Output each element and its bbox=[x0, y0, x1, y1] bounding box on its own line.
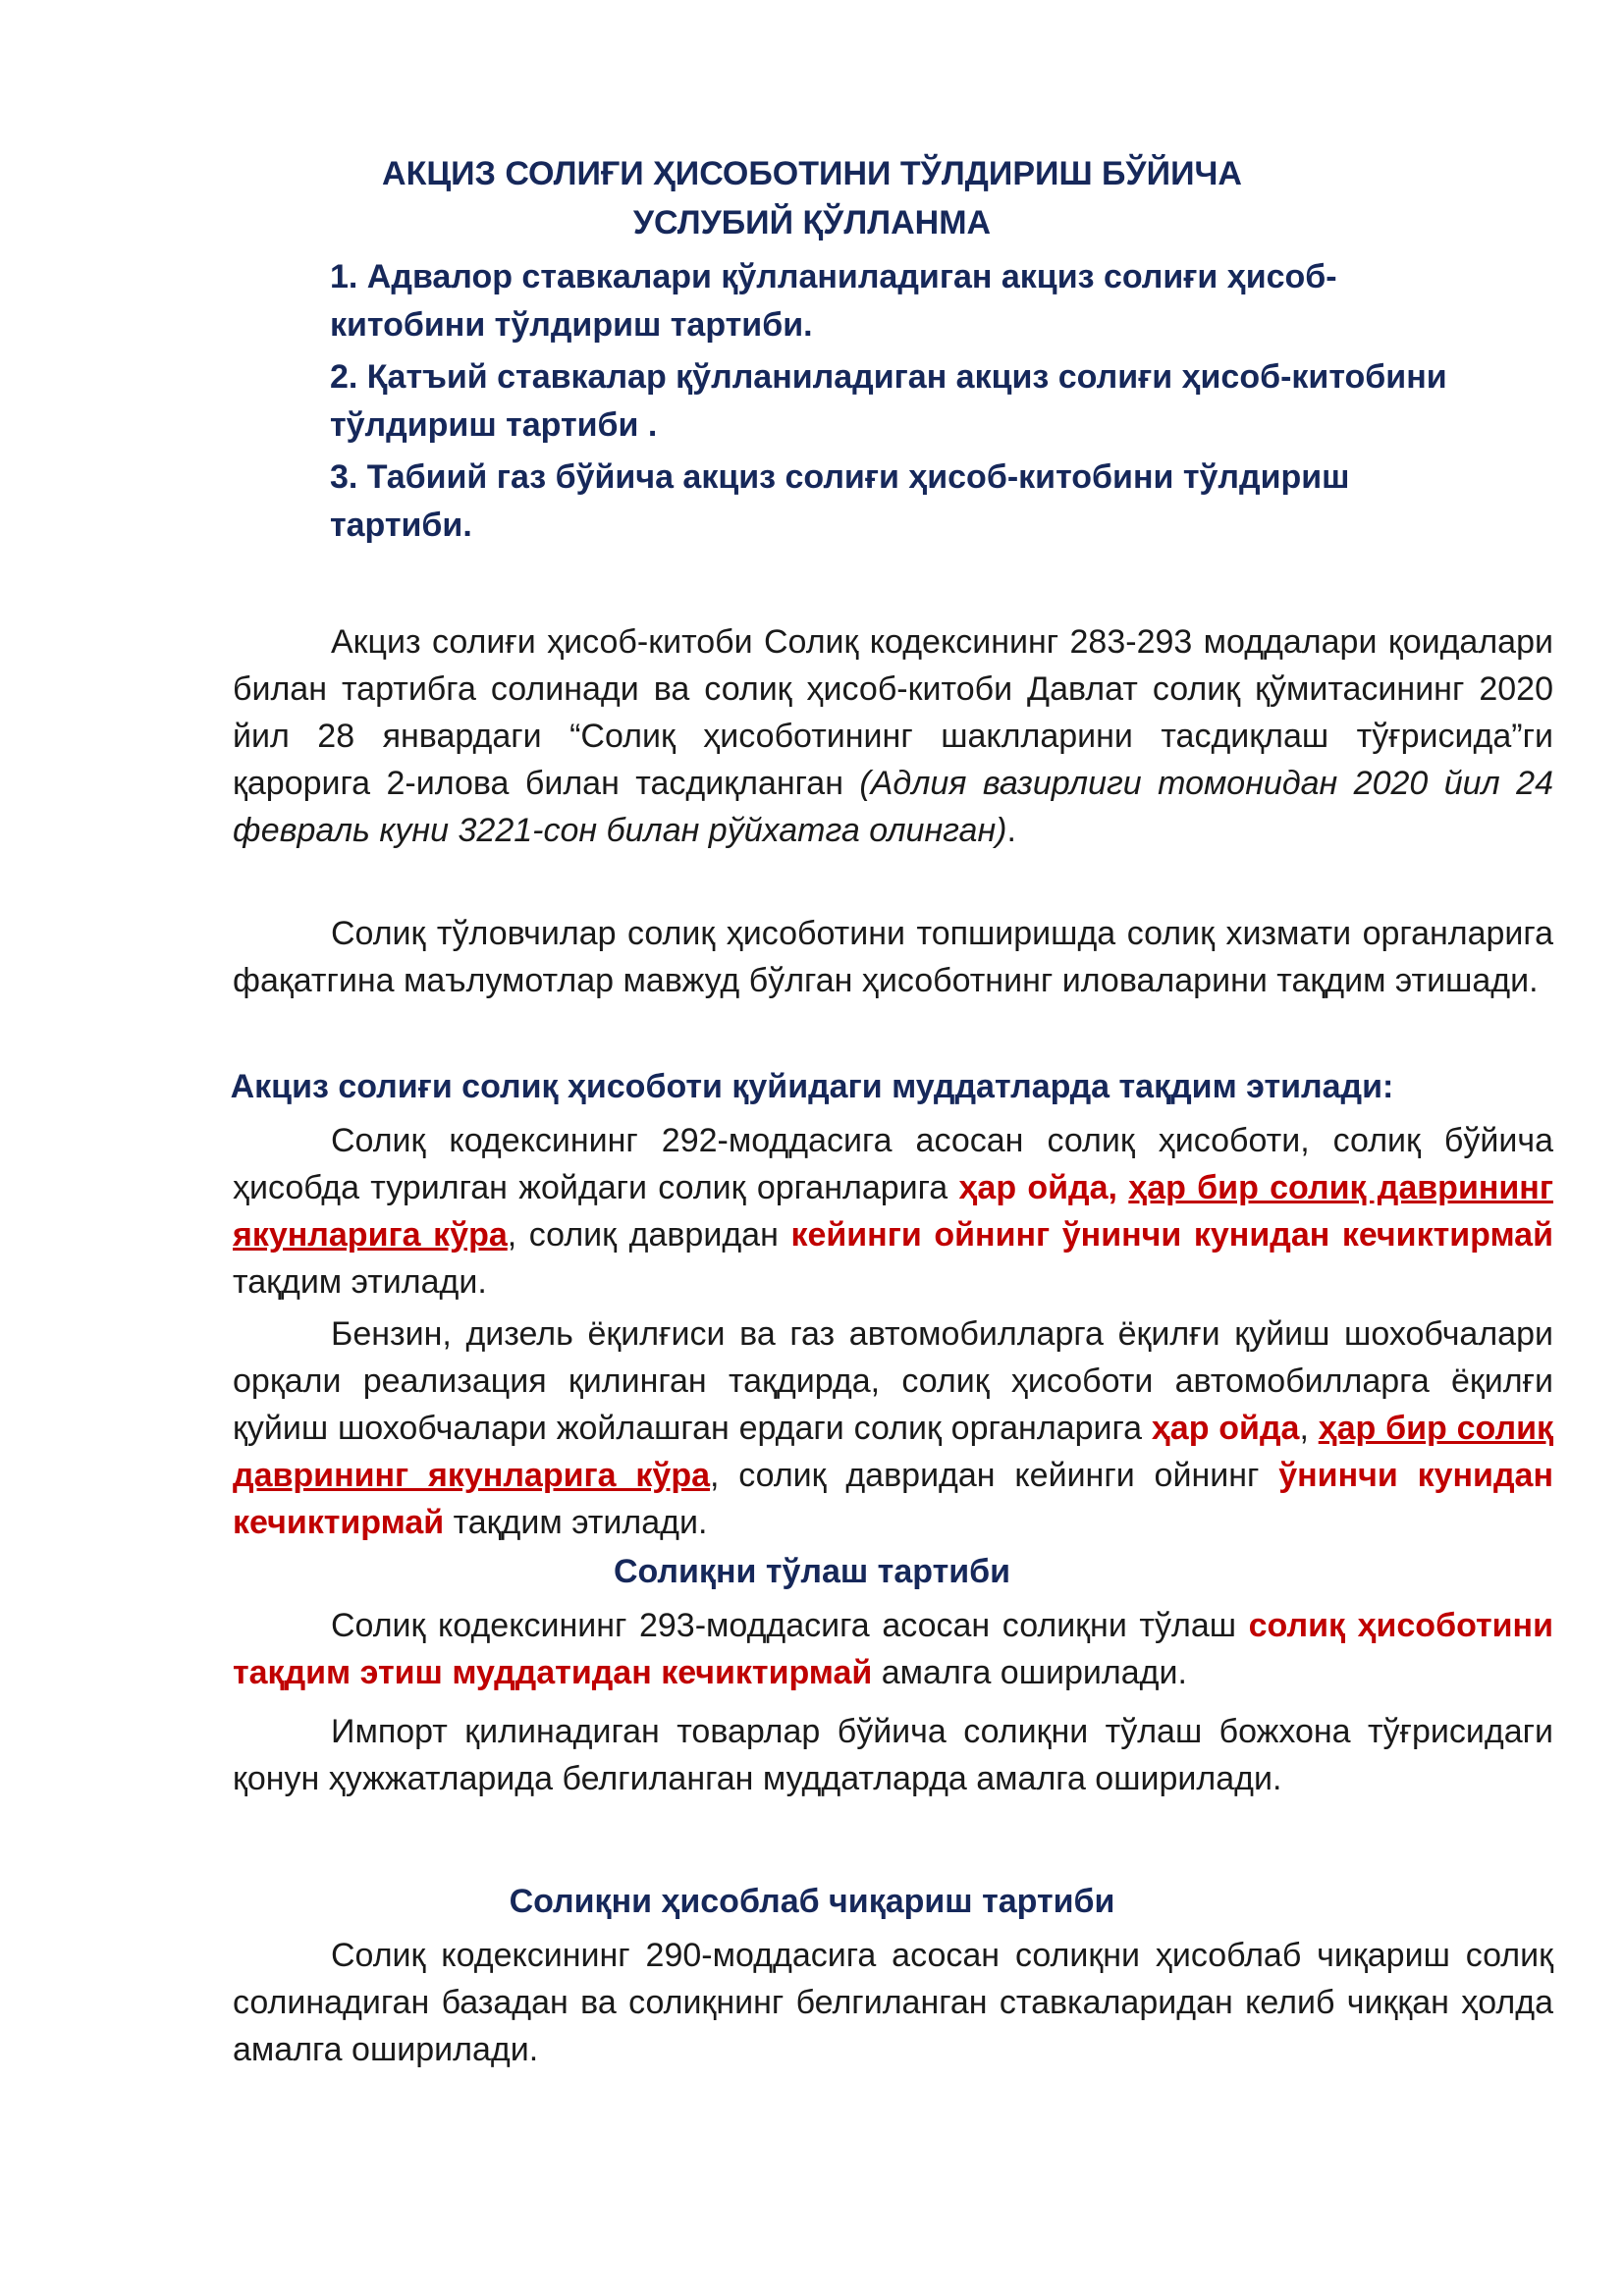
paragraph-payment-deadline: Солиқ кодексининг 293-моддасига асосан солиқни тўлаш солиқ ҳисоботини тақдим этиш муддатидан кечиктирмай амалга оширилади. bbox=[233, 1607, 1553, 1691]
paragraph-legal-basis: Акциз солиғи ҳисоб-китоби Солиқ кодексининг 283-293 моддалари қоидалари билан тартибга солинади ва солиқ ҳисоб-китоби Давлат солиқ қўмитасининг 2020 йил 28 январдаги “Солиқ ҳисоботининг шаклларини тасдиқлаш тўғрисида”ги қарорига 2-илова билан тасдиқланган (Адлия вазирлиги томонидан 2020 йил 24 февраль куни 3221-сон билан рўйхатга олинган). bbox=[233, 623, 1553, 849]
paragraph-import-payment: Импорт қилинадиган товарлар бўйича солиқни тўлаш божхона тўғрисидаги қонун ҳужжатларида белгиланган муддатларда амалга оширилади. bbox=[233, 1713, 1553, 1797]
toc-item-2: 2. Қатъий ставкалар қўлланиладиган акциз солиғи ҳисоб-китобини тўлдириш тартиби . bbox=[330, 358, 1447, 444]
emphasis-tenth-day: кейинги ойнинг ўнинчи кунидан кечиктирмай bbox=[790, 1216, 1553, 1254]
paragraph-submission-attachments: Солиқ тўловчилар солиқ ҳисоботини топширишда солиқ хизмати органларига фақатгина маълумотлар мавжуд бўлган ҳисоботнинг иловаларини тақдим этишади. bbox=[233, 915, 1553, 999]
paragraph-deadline-fuel-stations: Бензин, дизель ёқилғиси ва газ автомобилларга ёқилғи қуйиш шохобчалари орқали реализация қилинган тақдирда, солиқ ҳисоботи автомобилларга ёқилғи қуйиш шохобчалари жойлашган ердаги солиқ органларига ҳар ойда, ҳар бир солиқ даврининг якунларига кўра, солиқ давридан кейинги ойнинг ўнинчи кунидан кечиктирмай тақдим этилади. bbox=[233, 1315, 1553, 1541]
emphasis-per-period-fuel: ҳар бир солиқ даврининг якунларига кўра bbox=[233, 1410, 1553, 1494]
title-line-2: УСЛУБИЙ ҚЎЛЛАНМА bbox=[632, 204, 992, 241]
paragraph-calculation: Солиқ кодексининг 290-моддасига асосан солиқни ҳисоблаб чиқариш солиқ солинадиган базадан ва солиқнинг белгиланган ставкаларидан келиб чиққан ҳолда амалга оширилади. bbox=[233, 1937, 1553, 2068]
emphasis-tenth-day-fuel: ўнинчи кунидан кечиктирмай bbox=[233, 1457, 1553, 1541]
section-heading-payment: Солиқни тўлаш тартиби bbox=[613, 1553, 1011, 1590]
section-heading-calculation: Солиқни ҳисоблаб чиқариш тартиби bbox=[509, 1883, 1115, 1920]
registration-note: (Адлия вазирлиги томонидан 2020 йил 24 февраль куни 3221-сон билан рўйхатга олинган) bbox=[233, 765, 1553, 849]
section-heading-deadlines: Акциз солиғи солиқ ҳисоботи қуйидаги муддатларда тақдим этилади: bbox=[230, 1068, 1394, 1105]
paragraph-deadline-general: Солиқ кодексининг 292-моддасига асосан солиқ ҳисоботи, солиқ бўйича ҳисобда турилган жойдаги солиқ органларига ҳар ойда, ҳар бир солиқ даврининг якунларига кўра, солиқ давридан кейинги ойнинг ўнинчи кунидан кечиктирмай тақдим этилади. bbox=[233, 1122, 1553, 1301]
emphasis-monthly: ҳар ойда bbox=[958, 1169, 1109, 1206]
emphasis-payment-deadline: солиқ ҳисоботини тақдим этиш муддатидан кечиктирмай bbox=[233, 1607, 1553, 1691]
document-title bbox=[0, 149, 1624, 247]
toc-item-1: 1. Адвалор ставкалари қўлланиладиган акциз солиғи ҳисоб- китобини тўлдириш тартиби. bbox=[330, 258, 1337, 344]
emphasis-per-period: ҳар бир солиқ даврининг якунларига кўра bbox=[233, 1169, 1553, 1254]
title-line-1: АКЦИЗ СОЛИҒИ ҲИСОБОТИНИ ТЎЛДИРИШ БЎЙИЧА bbox=[382, 155, 1242, 192]
toc-item-3: 3. Табиий газ бўйича акциз солиғи ҳисоб-китобини тўлдириш тартиби. bbox=[330, 458, 1350, 544]
emphasis-monthly-fuel: ҳар ойда bbox=[1151, 1410, 1300, 1447]
